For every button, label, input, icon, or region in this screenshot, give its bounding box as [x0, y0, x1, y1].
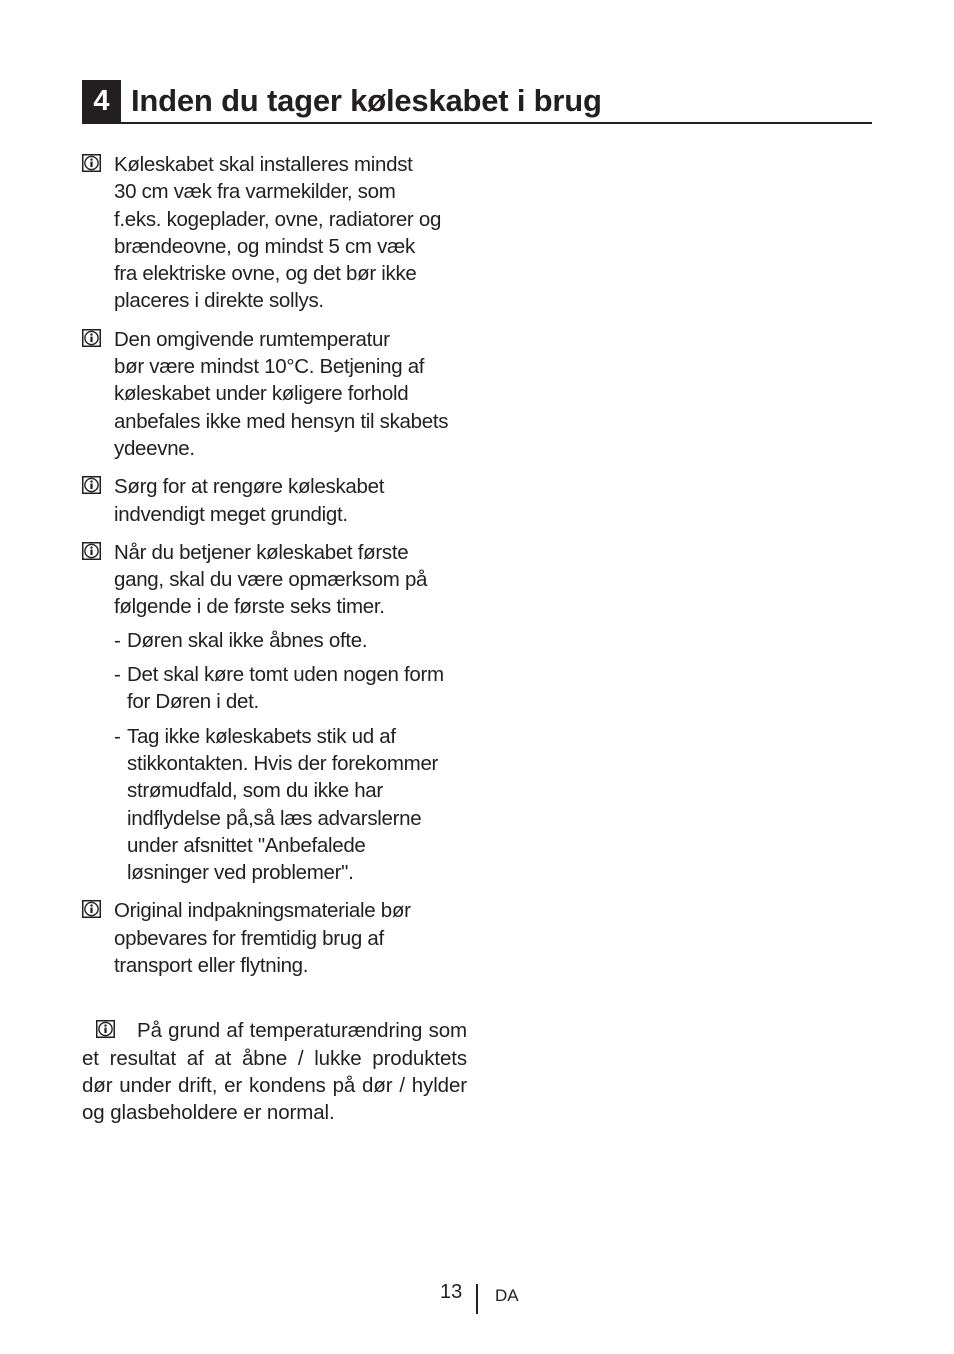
bullet-text: Tag ikke køleskabets stik ud af stikkontakten. Hvis der forekommer strømudfald, som du ikke har indflydelse på,så læs advarslerne under afsnittet "Anbefalede løsninger ved problemer".: [127, 724, 439, 885]
section-header: [82, 80, 872, 124]
section-number: 4: [82, 80, 121, 122]
bullet-dash: -: [114, 628, 121, 652]
footer-divider: [476, 1284, 478, 1314]
bullet-text: Døren skal ikke åbnes ofte.: [127, 628, 368, 652]
info-note: [82, 473, 467, 528]
list-item: [114, 723, 467, 887]
note-text: Original indpakningsmateriale bør opbevares for fremtidig brug af transport eller flytning.: [114, 899, 411, 978]
info-note: [82, 326, 467, 462]
condensation-note-text: På grund af temperaturændring som et resultat af at åbne / lukke produktets dør under drift, er kondens på dør / hylder og glasbeholdere er normal.: [82, 1019, 467, 1125]
info-icon: [82, 476, 101, 494]
list-item: [114, 661, 467, 716]
bullet-dash: -: [114, 724, 121, 748]
bullet-dash: -: [114, 663, 121, 687]
info-icon: [82, 154, 101, 172]
info-icon: [82, 542, 101, 560]
list-item: [114, 627, 467, 654]
info-icon: [96, 1020, 115, 1038]
page-number: 13: [440, 1281, 463, 1303]
info-note: [82, 151, 467, 315]
content-column: [82, 151, 467, 1127]
info-note: [82, 539, 467, 887]
bullet-text: Det skal køre tomt uden nogen form for Døren i det.: [127, 663, 444, 714]
language-code: DA: [495, 1286, 519, 1305]
note-text: Den omgivende rumtemperatur bør være mindst 10°C. Betjening af køleskabet under køligere forhold anbefales ikke med hensyn til skabets ydeevne.: [114, 327, 449, 460]
bullet-list: [114, 627, 467, 887]
condensation-note: [82, 1017, 467, 1126]
info-note: [82, 897, 467, 979]
note-text: Køleskabet skal installeres mindst 30 cm væk fra varmekilder, som f.eks. kogeplader, ovne, radiatorer og brændeovne, og mindst 5 cm væk fra elektriske ovne, og det bør ikke placeres i direkte sollys.: [114, 153, 442, 313]
info-icon: [82, 900, 101, 918]
note-text: Sørg for at rengøre køleskabet indvendigt meget grundigt.: [114, 475, 385, 526]
info-icon: [82, 329, 101, 347]
section-title: Inden du tager køleskabet i brug: [131, 83, 602, 118]
note-text: Når du betjener køleskabet første gang, skal du være opmærksom på følgende i de første seks timer.: [114, 540, 428, 619]
